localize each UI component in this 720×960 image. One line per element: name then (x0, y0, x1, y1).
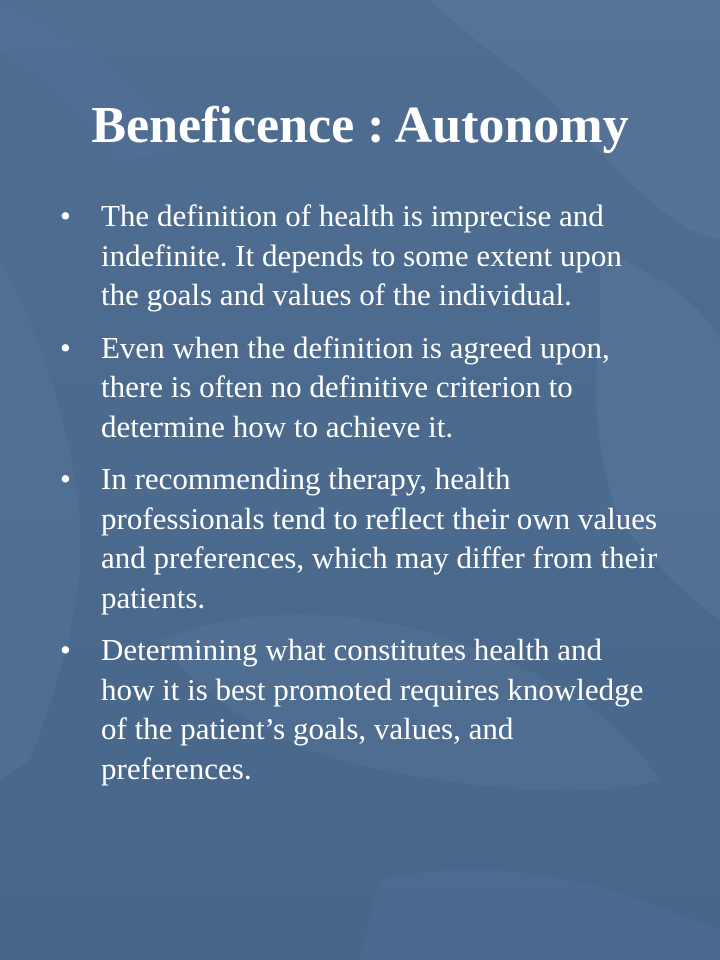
bullet-marker: • (60, 632, 71, 667)
bullet-item (60, 630, 660, 788)
bullet-item (60, 196, 660, 315)
bullet-list (60, 196, 660, 801)
bullet-text: Even when the definition is agreed upon, there is often no definitive criterion to determine how to achieve it. (101, 329, 610, 444)
bullet-item (60, 459, 660, 617)
bullet-marker: • (60, 329, 71, 365)
bullet-item (60, 328, 660, 447)
bullet-text: Determining what constitutes health and how it is best promoted requires knowledge of the patient’s goals, values, and preferences. (101, 632, 644, 786)
bullet-marker: • (60, 461, 71, 496)
bullet-text: In recommending therapy, health professionals tend to reflect their own values and preferences, which may differ from their patients. (101, 461, 658, 615)
bullet-marker: • (60, 198, 71, 233)
slide-title: Beneficence : Autonomy (91, 97, 629, 154)
bullet-text: The definition of health is imprecise and indefinite. It depends to some extent upon the goals and values of the individual. (101, 198, 622, 312)
